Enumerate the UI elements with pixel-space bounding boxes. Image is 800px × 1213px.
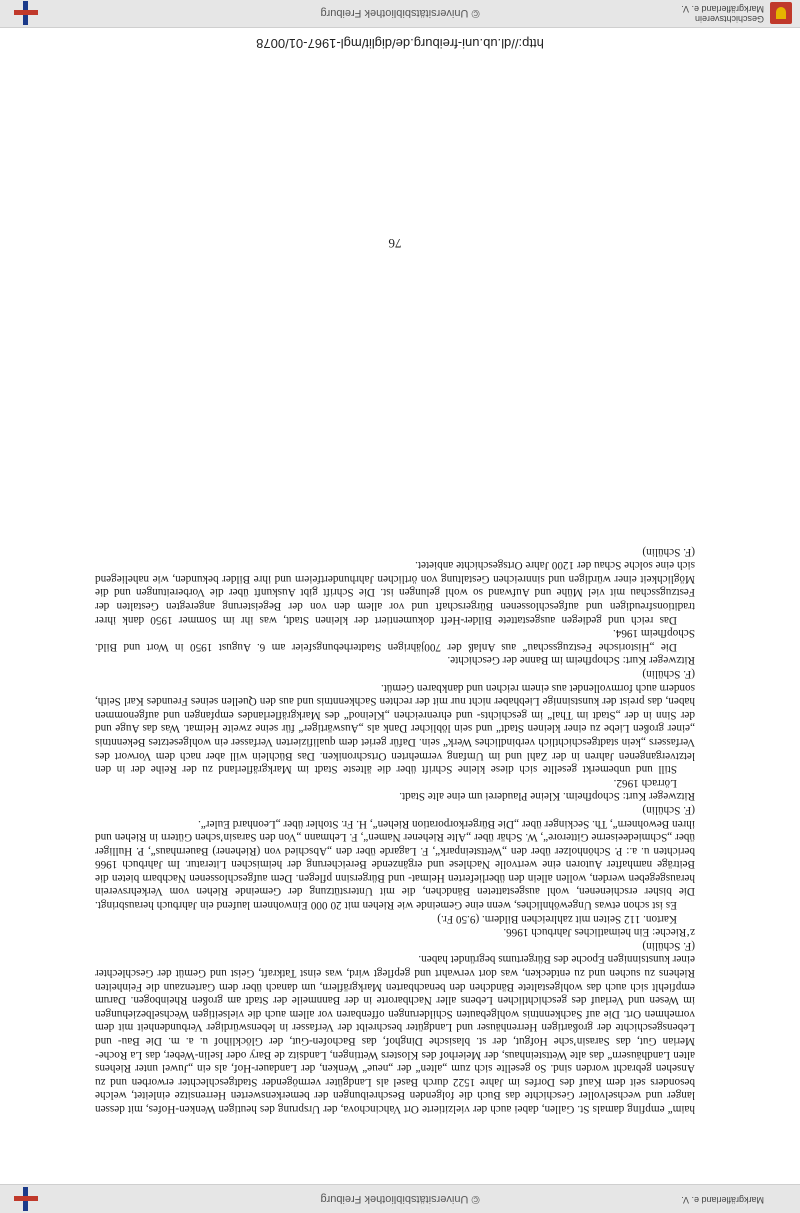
review-heading: Ritzweger Kurt: Schopfheim im Banne der Geschichte.	[447, 654, 695, 667]
society-label: Geschichtsverein Markgräflerland e. V.	[681, 4, 764, 24]
footer-band	[0, 1184, 800, 1213]
signature: (F. Schülin)	[642, 545, 695, 558]
review-subheading: Karton. 112 Seiten mit zahlreichen Bildern. (9.50 Fr.)	[437, 912, 677, 925]
page-number: 76	[388, 236, 402, 251]
library-credit-top: © Universitätsbibliothek Freiburg	[320, 7, 480, 19]
document-url[interactable]: http://dl.ub.uni-freiburg.de/diglit/mgl-1967-01/0078	[256, 36, 544, 51]
header-band	[0, 0, 800, 28]
signature: (F. Schülin)	[642, 803, 695, 816]
university-logo-icon	[14, 1187, 38, 1211]
review-subheading: Lörrach 1962.	[613, 776, 677, 789]
review-heading: Ritzweger Kurt: Schopfheim. Kleine Plauderei um eine alte Stadt.	[399, 790, 695, 803]
society-footer-label: Markgräflerland e. V.	[681, 1195, 764, 1205]
paragraph-wenken: haim“ empfing damals St. Gallen, dabei auch der vielzitierte Ort Vahcinchova, der Ursprung des heutigen Wenken-Hofes, mit dessen langer und wechselvoller Geschichte das Buch die folgenden Beschreibungen der bemerkenswerten Herrensitze einleitet, welche besonders seit dem Kauf des Dorfes im Jahre 1522 durch Basel als Landgüter vermögender Stadtgeschlechter erworben und zu Ansehen gebracht worden sind. So gesellte sich zum „alten“ der „neue“ Wenken, der Landauer-Hof, als ein „Juwel unter Riehens alten Landhäusern“ das alte Wettsteinhaus, der Meierhof des Klosters Wettingen, Landsitz de Bary oder Iselin-Weber, das La Roche-Merian Gut, das Sarasin’sche Hofgut, der st. blasische Dinghof, das Bachofen-Gut, der Glöcklihof u. a. m. Die Bau- und Lebensgeschichte der großartigen Herrenhäuser und Landgüter beschreibt der Verfasser in lebenswürdiger Verbundenheit mit dem vornehmen Ort. Die auf Sachkenntnis wohlgebauten Schilderungen offenbaren vor allem auch die vielseitigen Wechselbeziehungen im Wesen und Verlauf des geschichtlichen Lebens aller Nachbarorte in der Bannmeile der Stadt am großen Rheinbogen. Darum empfiehlt sich auch das wohlgestaltete Bändchen den benachbarten Markgräflern, um danach über dem Gartenzaun die Feinheiten Riehens zu suchen und zu entdecken, was dort verwahrt und gepflegt wird, was einst Tatkraft, Geist und Gemüt der Geschlechter einer kunstsinnigen Epoche des Bürgertums begründet haben.	[95, 953, 695, 1115]
signature: (F. Schülin)	[642, 668, 695, 680]
review-heading: z‘Rieche: Ein heimatliches Jahrbuch 1966.	[503, 926, 695, 939]
document-body	[95, 544, 695, 1115]
signature: (F. Schülin)	[642, 939, 695, 952]
review-body: Das reich und gediegen ausgestattete Bilder-Heft dokumentiert der kleinen Stadt, was ihr im Sommer 1950 dank ihrer traditionsfreudigen und aufgeschlossenen Bürgerschaft und vor allem den von der Begeisterung angeregten Gestalten der Festzugsschau mit viel Mühe und Aufwand so wohl gelungen ist. Die Schrift gibt Auskunft über die Vorbereitungen und die Möglichkeit einer würdigen und sinnreichen Gestaltung von örtlichen Jahrhundertfeiern und ihre Bilder bekunden, wie naheliegend sich eine solche Schau der 1200 Jahre Ortsgeschichte anbietet.	[95, 559, 695, 626]
review-body: Still und unbemerkt gesellte sich diese kleine Schrift über die älteste Stadt im Markgräflerland zu der Reihe der in den letztvergangenen Jahren in der Zahl und im Umfang vermehrten Ortschroniken. Das Büchlein will aber nach dem Vorwort des Verfassers „kein stadtgeschichtlich verbindliches Werk“ sein. Dafür geriet dem qualifizierten Verfasser ein wohlgesetztes Bekenntnis „einer großen Liebe zu einer kleinen Stadt“ und sein löblicher Dank als „Auswärtiger“ für seine zweite Heimat. Was das Auge und der Sinn in der „Stadt im Thal“ im geschichts- und ehrenreichen „Kleinod“ des Markgräflerlandes empfangen und aufgenommen haben, das preist der kunstsinnige Liebhaber nicht nur mit der rechten Sachkenntnis und aus den Quellen seines Freundes Karl Seith, sondern auch formvollendet aus einem reichen und dankbaren Gemüt.	[95, 681, 695, 776]
university-logo-icon	[14, 1, 38, 25]
library-credit: © Universitätsbibliothek Freiburg	[320, 1193, 480, 1205]
review-body: Es ist schon etwas Ungewöhnliches, wenn eine Gemeinde wie Riehen mit 20 000 Einwohnern laufend ein Jahrbuch herausbringt. Die bisher erschienenen, wohl ausgestatteten Bändchen, die mit Unterstützung der Gemeinde Riehen vom Verkehrsverein herausgegeben werden, wollen allein den überlieferten Heimat- und Bürgersinn pflegen. Dem aufgeschlossenen Nachbarn bieten die Beiträge namhafter Autoren eine wertvolle Nachlese und ergänzende Bereicherung der heimischen Literatur. Im Jahrbuch 1966 berichten u. a.: P. Schönholzer über den „Wettsteinpark“, F. Lagarde über den „Abschied von (Riehener) Bauernhaus“, P. Hulliger über „Schmiedeeiserne Gitterore“, W. Schär über „Alte Riehener Namen“, F. Lehmann „Von den Sarasin’schen Gütern in Riehen und ihren Bewohnern“, Th. Seckinger über „Die Bürgerkorporation Riehen“, H. Fr. Stohler über „Leonhard Euler“.	[95, 817, 695, 912]
review-subheading: Die „Historische Festzugsschau“ aus Anlaß der 700jährigen Stadterhebungsfeier am 6. August 1950 in Wort und Bild. Schopfheim 1964.	[95, 627, 695, 653]
